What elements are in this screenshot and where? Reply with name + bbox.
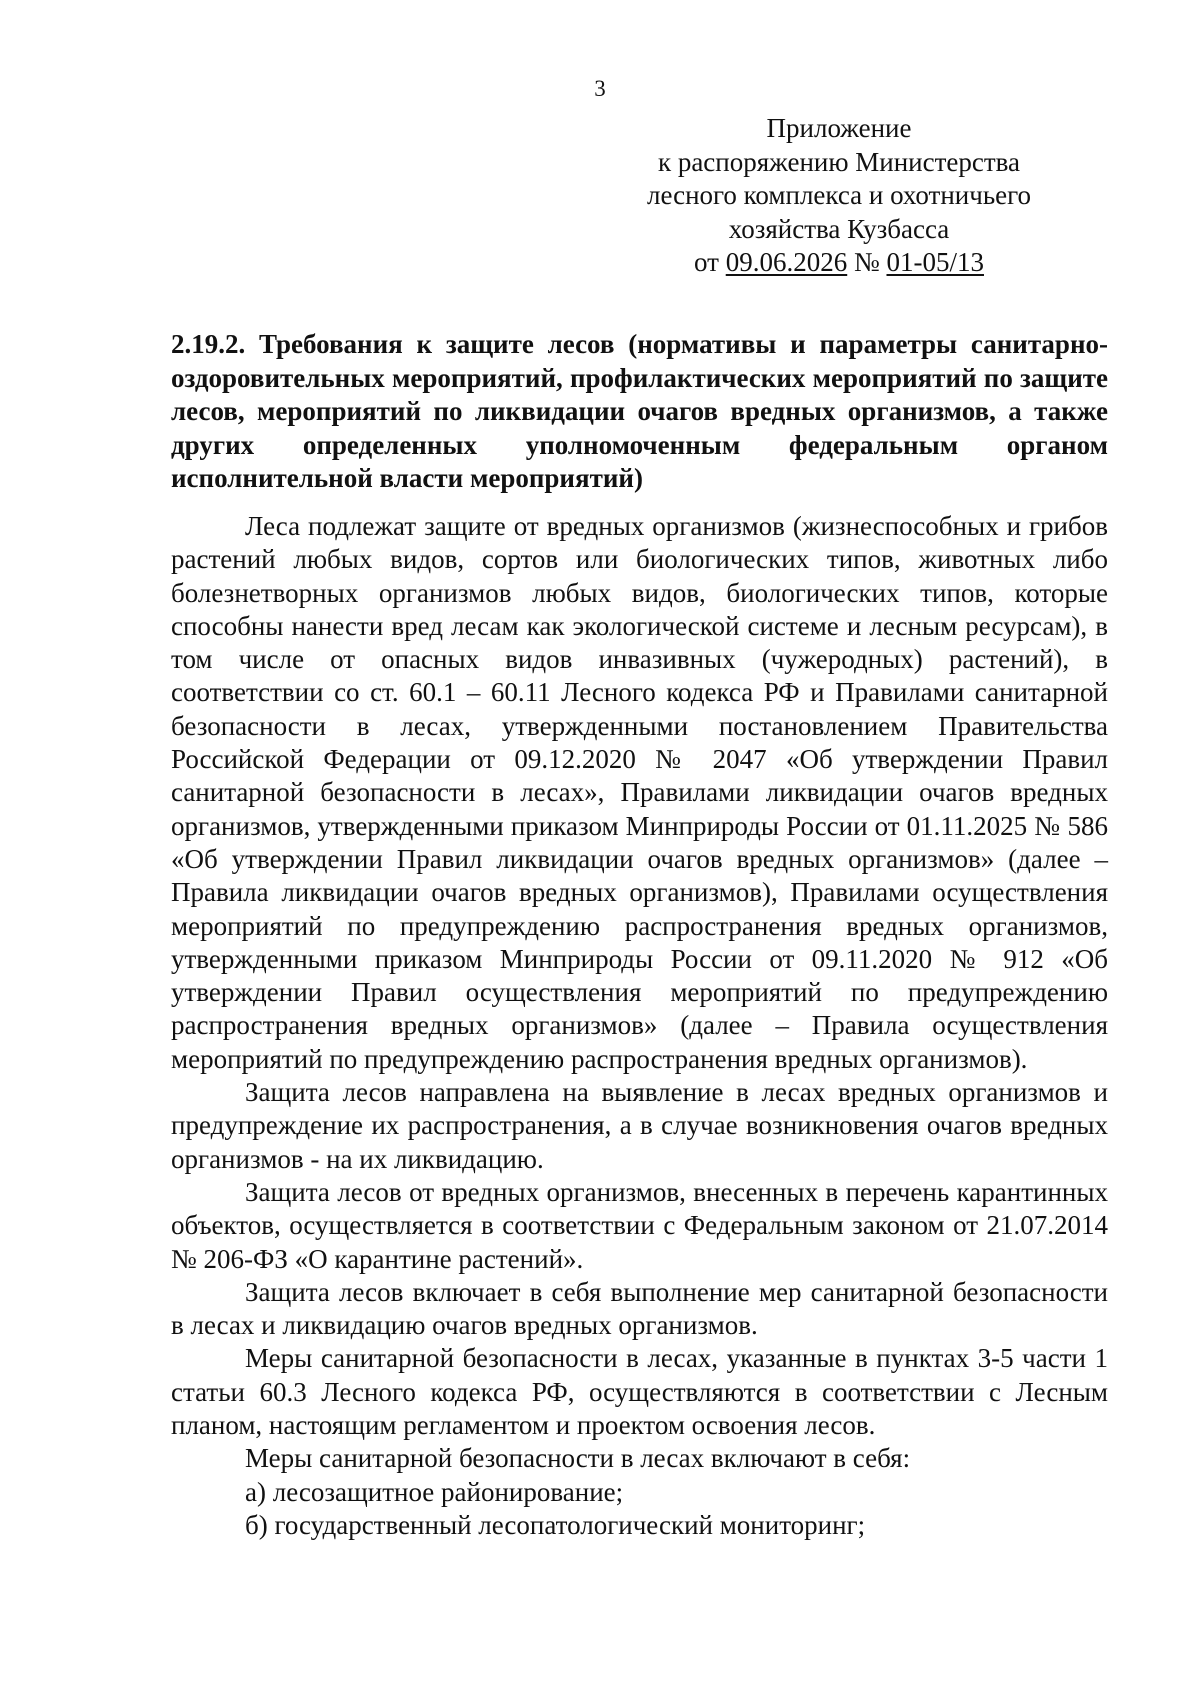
order-number: 01-05/13 bbox=[886, 247, 984, 277]
page-number: 3 bbox=[594, 76, 606, 101]
paragraph: Меры санитарной безопасности в лесах включают в себя: bbox=[245, 1443, 911, 1474]
list-item: а) лесозащитное районирование; bbox=[245, 1476, 624, 1507]
list-item: б) государственный лесопатологический мониторинг; bbox=[245, 1509, 866, 1540]
order-date: 09.06.2026 bbox=[725, 247, 848, 277]
paragraph: Меры санитарной безопасности в лесах, указанные в пунктах 3-5 части 1 статьи 60.3 Лесного кодекса РФ, осуществляются в соответствии с Лесным планом, настоящим регламентом и проектом освоения лесов. bbox=[171, 1343, 1108, 1441]
paragraph: Защита лесов включает в себя выполнение мер санитарной безопасности в лесах и ликвидацию очагов вредных организмов. bbox=[171, 1276, 1108, 1341]
appendix-date-line bbox=[646, 246, 1032, 280]
appendix-line: к распоряжению Министерства bbox=[657, 146, 1021, 177]
paragraph: Защита лесов направлена на выявление в лесах вредных организмов и предупреждение их распространения, а в случае возникновения очагов вредных организмов - на их ликвидацию. bbox=[171, 1077, 1108, 1174]
paragraph: Леса подлежат защите от вредных организмов (жизнеспособных и грибов растений любых видов, сортов или биологических типов, животных либо болезнетворных организмов любых видов, биологических типов, которые способны нанести вред лесам как экологической системе и лесным ресурсам), в том числе от опасных видов инвазивных (чужеродных) растений), в соответствии со ст. 60.1 – 60.11 Лесного кодекса РФ и Правилами санитарной безопасности в лесах, утвержденными постановлением Правительства Российской Федерации от 09.12.2020 № 2047 «Об утверждении Правил санитарной безопасности в лесах», Правилами ликвидации очагов вредных организмов, утвержденными приказом Минприроды России от 01.11.2025 № 586 «Об утверждении Правил ликвидации очагов вредных организмов» (далее – Правила ликвидации очагов вредных организмов), Правилами осуществления мероприятий по предупреждению распространения вредных организмов, утвержденными приказом Минприроды России от 09.11.2020 № 912 «Об утверждении Правил осуществления мероприятий по предупреждению распространения вредных организмов» (далее – Правила осуществления мероприятий по предупреждению распространения вредных организмов). bbox=[171, 511, 1108, 1074]
body-text bbox=[171, 510, 1108, 1542]
appendix-line: хозяйства Кузбасса bbox=[728, 213, 950, 244]
section-heading: 2.19.2. Требования к защите лесов (нормативы и параметры санитарно-оздоровительных мероприятий, профилактических мероприятий по защите лесов, мероприятий по ликвидации очагов вредных организмов, а также других определенных уполномоченным федеральным органом исполнительной власти мероприятий) bbox=[171, 329, 1108, 493]
appendix-line: лесного комплекса и охотничьего bbox=[646, 180, 1032, 210]
date-prefix: от bbox=[694, 247, 719, 277]
number-sign: № bbox=[853, 247, 880, 277]
appendix-header bbox=[646, 112, 1032, 280]
appendix-title: Приложение bbox=[766, 113, 912, 143]
paragraph: Защита лесов от вредных организмов, внесенных в перечень карантинных объектов, осуществляется в соответствии с Федеральным законом от 21.07.2014 № 206-ФЗ «О карантине растений». bbox=[171, 1176, 1108, 1274]
